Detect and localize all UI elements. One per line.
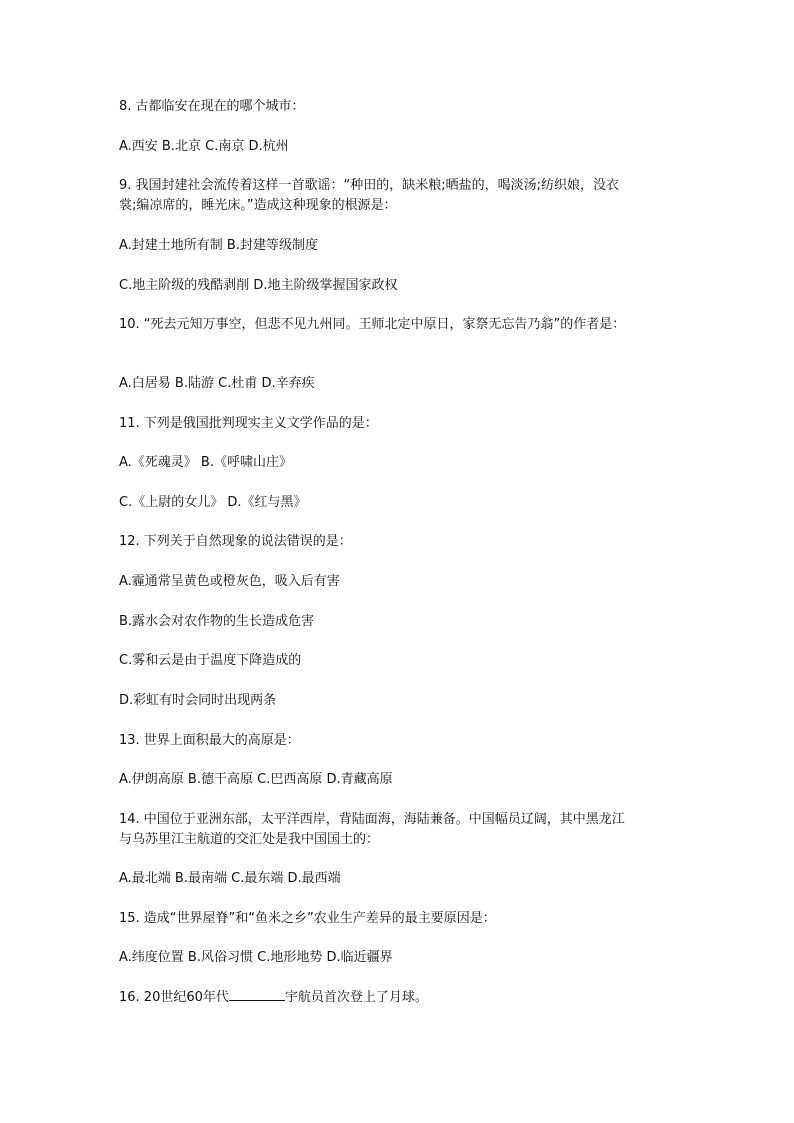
question-9-stem-line1: 9. 我国封建社会流传着这样一首歌谣：“种田的，缺米粮;晒盐的，喝淡汤;纺织娘，没衣 [119, 178, 620, 193]
question-8-stem: 8. 古都临安在现在的哪个城市： [119, 99, 305, 114]
question-8-options: A.西安 B.北京 C.南京 D.杭州 [119, 139, 289, 154]
question-12-stem: 12. 下列关于自然现象的说法错误的是： [119, 534, 352, 549]
question-11-options-line2: C.《上尉的女儿》 D.《红与黑》 [119, 495, 307, 510]
question-12-option-b: B.露水会对农作物的生长造成危害 [119, 614, 315, 629]
question-14-stem-line1: 14. 中国位于亚洲东部，太平洋西岸，背陆面海，海陆兼备。中国幅员辽阔，其中黑龙江 [119, 812, 625, 827]
question-9-options-line2: C.地主阶级的残酷剥削 D.地主阶级掌握国家政权 [119, 278, 398, 293]
question-11-options-line1: A.《死魂灵》 B.《呼啸山庄》 [119, 455, 292, 470]
question-10-stem: 10. “死去元知万事空，但悲不见九州同。王师北定中原日，家祭无忘告乃翁”的作者是： [119, 317, 626, 332]
question-16-stem-before: 16. 20世纪60年代 [119, 990, 229, 1005]
question-9-options-line1: A.封建土地所有制 B.封建等级制度 [119, 238, 318, 253]
question-11-stem: 11. 下列是俄国批判现实主义文学作品的是： [119, 416, 378, 431]
question-16-stem-after: 宇航员首次登上了月球。 [284, 990, 428, 1005]
question-16-stem [119, 988, 679, 1008]
question-15-stem: 15. 造成“世界屋脊”和“鱼米之乡”农业生产差异的最主要原因是： [119, 911, 496, 926]
question-12-option-c: C.雾和云是由于温度下降造成的 [119, 653, 302, 668]
question-10-options: A.白居易 B.陆游 C.杜甫 D.辛弃疾 [119, 376, 315, 391]
question-9-stem-line2: 裳;编凉席的，睡光床。”造成这种现象的根源是： [119, 198, 397, 213]
question-12-option-d: D.彩虹有时会同时出现两条 [119, 693, 277, 708]
fill-in-blank [229, 988, 285, 1001]
question-15-options: A.纬度位置 B.风俗习惯 C.地形地势 D.临近疆界 [119, 950, 393, 965]
question-14-stem-line2: 与乌苏里江主航道的交汇处是我中国国土的： [119, 832, 380, 847]
question-13-stem: 13. 世界上面积最大的高原是： [119, 733, 300, 748]
question-12-option-a: A.霾通常呈黄色或橙灰色，吸入后有害 [119, 574, 340, 589]
question-13-options: A.伊朗高原 B.德干高原 C.巴西高原 D.青藏高原 [119, 772, 393, 787]
question-14-options: A.最北端 B.最南端 C.最东端 D.最西端 [119, 871, 341, 886]
